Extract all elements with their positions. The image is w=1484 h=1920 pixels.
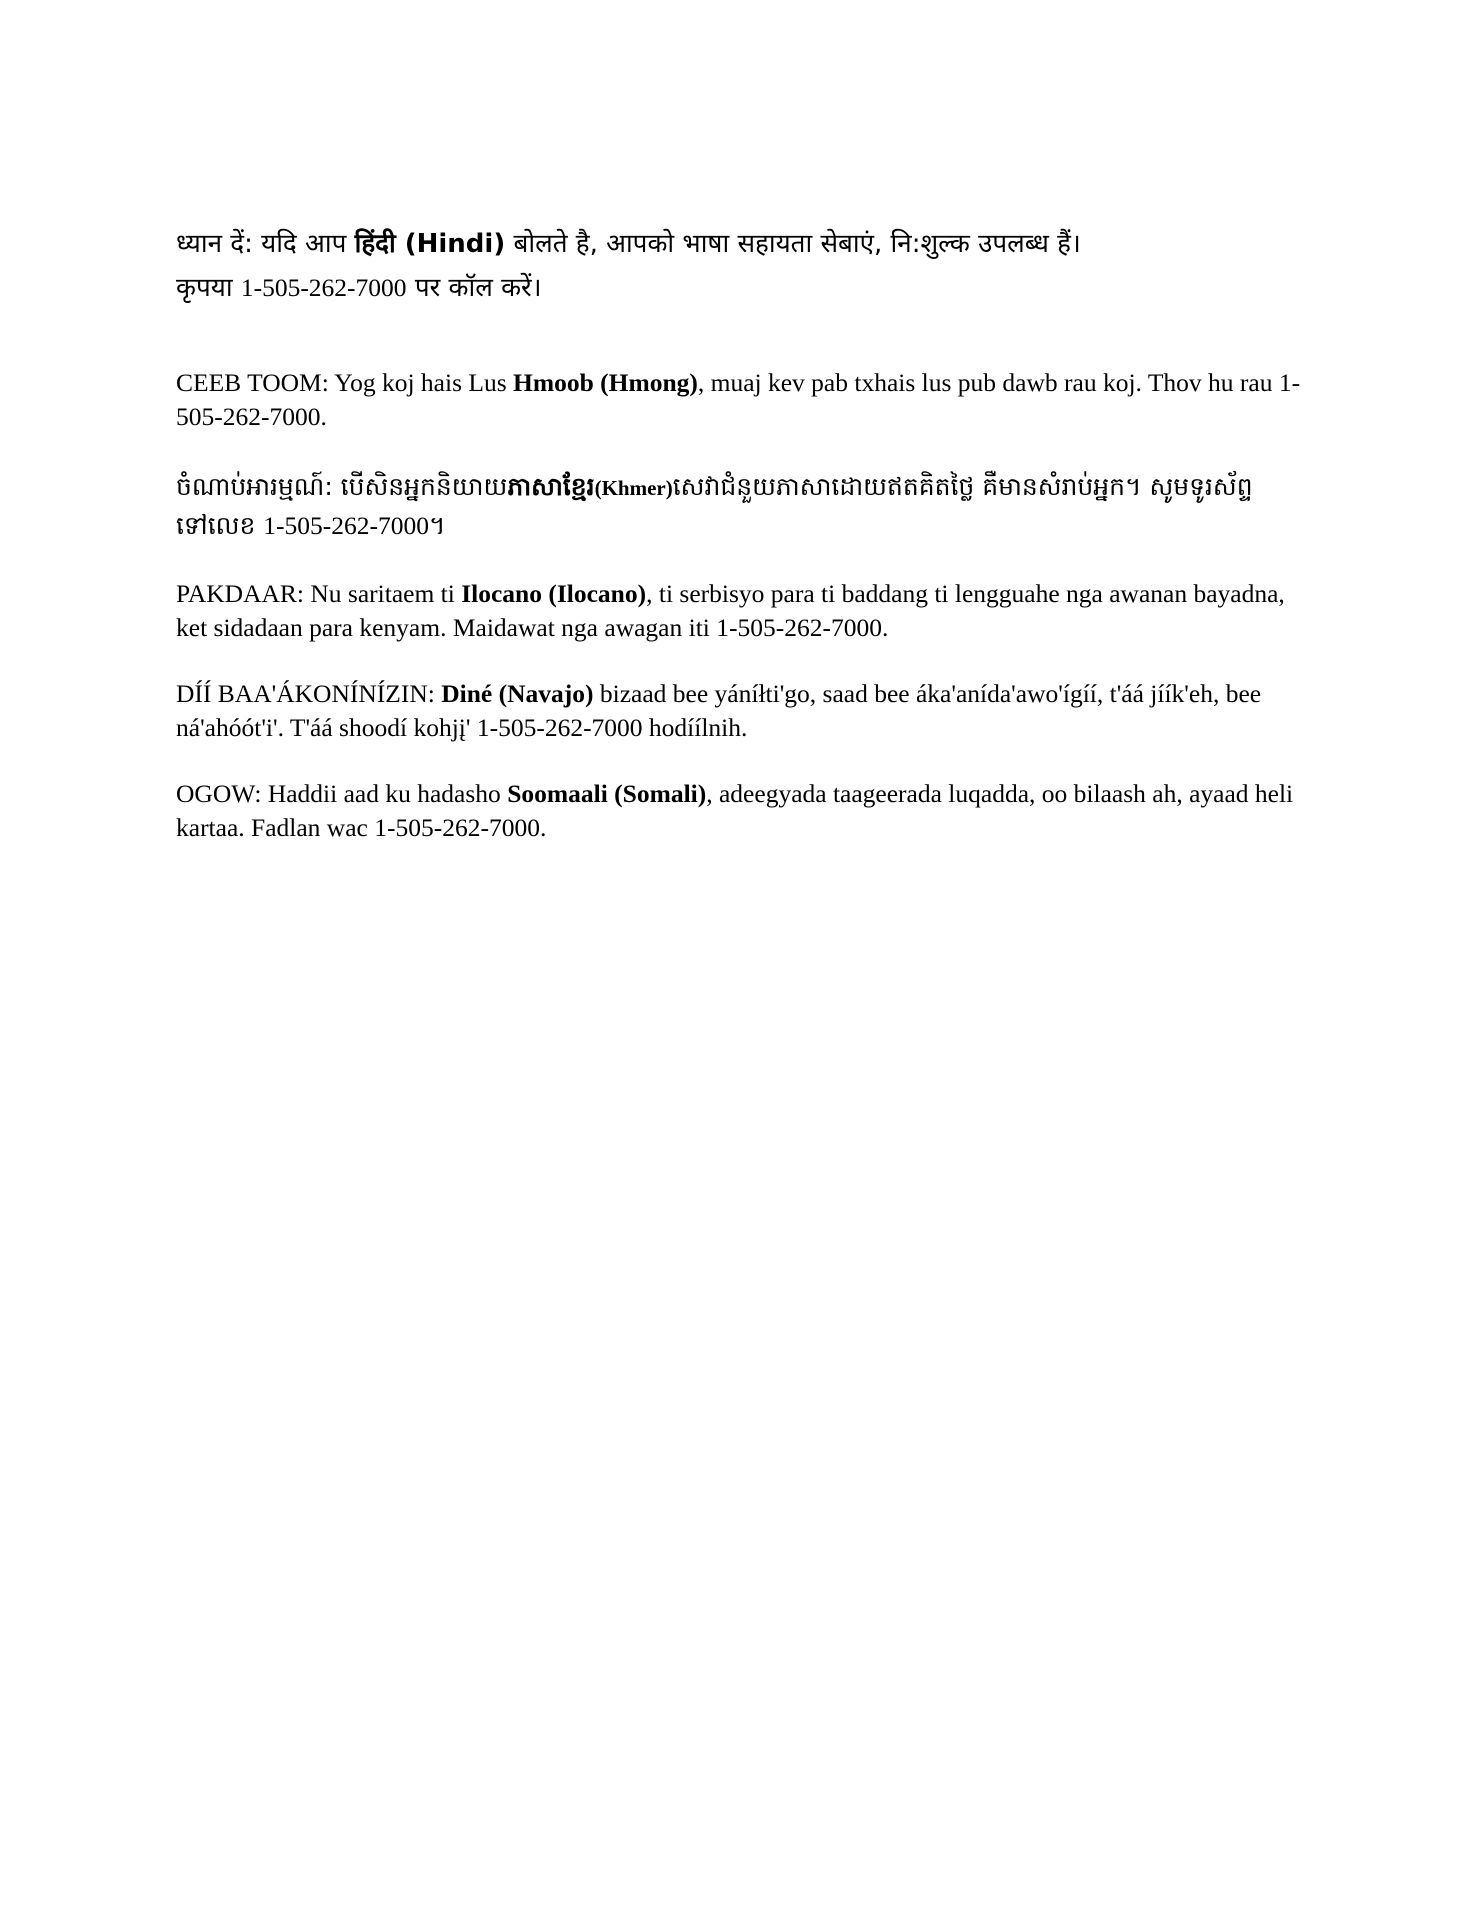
khmer-language-name: ភាសាខ្មែរ <box>507 472 595 501</box>
navajo-language-name: Diné (Navajo) <box>441 679 594 708</box>
ilocano-body: , ti serbisyo para ti baddang ti lengguahe nga awanan bayadna, ket sidadaan para kenyam. Maidawat nga awagan iti 1-505-262-7000. <box>176 579 1285 642</box>
language-assistance-notice <box>176 222 1316 845</box>
hindi-call-suffix: पर कॉल करें। <box>406 273 542 303</box>
hindi-body: बोलते है, आपको भाषा सहायता सेबाएं, नि:शुल्क उपलब्ध हैं। <box>505 229 1081 259</box>
paragraph-ilocano <box>176 577 1316 645</box>
paragraph-khmer <box>176 468 1316 545</box>
paragraph-somali <box>176 777 1316 845</box>
hmong-language-name: Hmoob (Hmong) <box>513 368 698 397</box>
khmer-end-mark: ។ <box>429 511 446 540</box>
somali-language-name: Soomaali (Somali) <box>507 779 707 808</box>
paragraph-navajo <box>176 677 1316 745</box>
hindi-phone-number: 1-505-262-7000 <box>240 273 407 302</box>
somali-lead: OGOW: Haddii aad ku hadasho <box>176 779 508 808</box>
ilocano-language-name: Ilocano (Ilocano) <box>461 579 647 608</box>
khmer-lead: ចំណាប់អារម្មណ៍: បើសិនអ្នកនិយាយ <box>176 472 508 501</box>
khmer-phone-number: 1-505-262-7000 <box>263 511 430 540</box>
paragraph-hindi <box>176 222 1316 310</box>
khmer-body: សេវាជំនួយភាសាដោយឥតគិតថ្លៃ គឺមានសំរាប់អ្នក។ សូមទូរស័ព្ទ ទៅលេខ <box>176 472 1253 540</box>
hindi-language-name: हिंदी (Hindi) <box>354 229 506 259</box>
khmer-language-name-en: (Khmer) <box>594 476 673 500</box>
hmong-lead: CEEB TOOM: Yog koj hais Lus <box>176 368 513 397</box>
hmong-body: , muaj kev pab txhais lus pub dawb rau koj. Thov hu rau 1-505-262-7000. <box>176 368 1301 431</box>
hindi-call-prefix: कृपया <box>176 273 241 303</box>
navajo-lead: DÍÍ BAA'ÁKONÍNÍZIN: <box>176 679 442 708</box>
hindi-lead: ध्यान दें: यदि आप <box>176 229 355 259</box>
somali-body: , adeegyada taageerada luqadda, oo bilaash ah, ayaad heli kartaa. Fadlan wac 1-505-262-7000. <box>176 779 1294 842</box>
navajo-body: bizaad bee yáníłti'go, saad bee áka'anída'awo'ígíí, t'áá jíík'eh, bee ná'ahóót'i'. T'áá shoodí kohjį' 1-505-262-7000 hodíílnih. <box>176 679 1262 742</box>
ilocano-lead: PAKDAAR: Nu saritaem ti <box>176 579 462 608</box>
paragraph-hmong <box>176 366 1316 434</box>
